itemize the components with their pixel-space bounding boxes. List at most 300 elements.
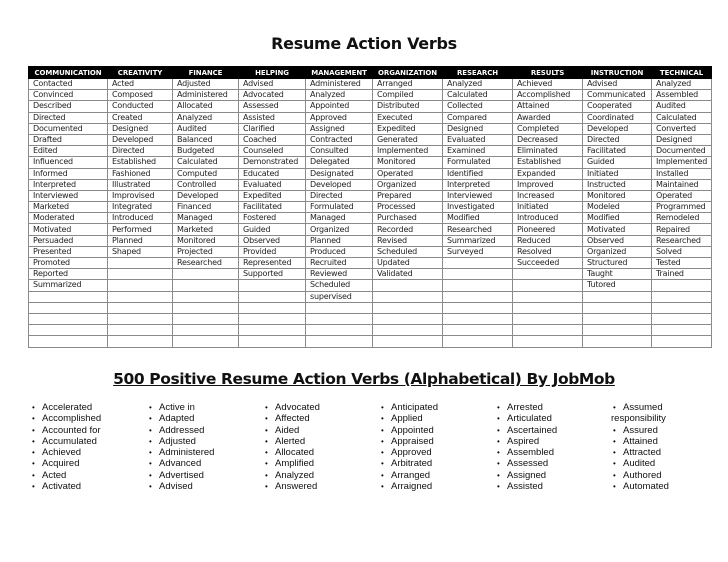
list-item bbox=[495, 425, 557, 436]
table-cell: Developed bbox=[108, 134, 173, 145]
column-header-results: RESULTS bbox=[513, 67, 583, 79]
table-cell: Eliminated bbox=[513, 146, 583, 157]
table-cell: Attained bbox=[513, 101, 583, 112]
table-cell bbox=[443, 336, 513, 347]
list-item bbox=[611, 436, 669, 447]
list-item-label: Acquired bbox=[42, 458, 80, 470]
list-item-label: Ascertained bbox=[507, 424, 558, 436]
table-cell: Expedited bbox=[239, 190, 306, 201]
section-title: 500 Positive Resume Action Verbs (Alphabetical) By JobMob bbox=[113, 370, 615, 388]
table-cell: Compared bbox=[443, 112, 513, 123]
table-cell: Surveyed bbox=[443, 246, 513, 257]
list-item bbox=[147, 458, 214, 469]
list-item-label: Anticipated bbox=[391, 402, 439, 413]
bullet-icon: • bbox=[149, 482, 152, 492]
table-row bbox=[29, 224, 712, 235]
table-cell: Informed bbox=[29, 168, 108, 179]
table-cell: Tested bbox=[652, 258, 712, 269]
list-item-label: Adjusted bbox=[159, 435, 196, 447]
table-cell bbox=[108, 258, 173, 269]
table-cell bbox=[583, 325, 652, 336]
table-cell: Researched bbox=[173, 258, 239, 269]
bullet-icon: • bbox=[381, 448, 384, 458]
bullet-icon: • bbox=[32, 414, 35, 424]
table-cell: Validated bbox=[373, 269, 443, 280]
table-cell: Contacted bbox=[29, 79, 108, 90]
bullet-icon: • bbox=[149, 436, 152, 446]
table-cell bbox=[29, 336, 108, 347]
list-item-label: Appraised bbox=[391, 435, 434, 447]
table-cell: Prepared bbox=[373, 190, 443, 201]
verb-list-column-3 bbox=[263, 402, 320, 492]
table-cell: Scheduled bbox=[373, 246, 443, 257]
table-cell: Established bbox=[108, 157, 173, 168]
table-cell bbox=[443, 313, 513, 324]
table-cell: Created bbox=[108, 112, 173, 123]
table-cell bbox=[513, 291, 583, 302]
list-item-label: Adapted bbox=[159, 413, 195, 425]
table-cell: Conducted bbox=[108, 101, 173, 112]
list-item-label: Automated bbox=[623, 481, 669, 493]
table-row bbox=[29, 101, 712, 112]
table-cell: Advocated bbox=[239, 90, 306, 101]
list-item bbox=[495, 436, 557, 447]
table-row bbox=[29, 190, 712, 201]
table-cell: Pioneered bbox=[513, 224, 583, 235]
table-cell: Communicated bbox=[583, 90, 652, 101]
table-row bbox=[29, 235, 712, 246]
bullet-icon: • bbox=[497, 459, 500, 469]
table-cell: Calculated bbox=[443, 90, 513, 101]
table-cell: Trained bbox=[652, 269, 712, 280]
bullet-icon: • bbox=[32, 482, 35, 492]
table-cell: Produced bbox=[306, 246, 373, 257]
table-cell: Operated bbox=[373, 168, 443, 179]
table-cell bbox=[108, 302, 173, 313]
list-item-label: Alerted bbox=[275, 435, 306, 447]
list-item bbox=[379, 458, 438, 469]
table-cell: Counseled bbox=[239, 146, 306, 157]
table-cell bbox=[652, 302, 712, 313]
table-cell: Taught bbox=[583, 269, 652, 280]
bullet-icon: • bbox=[497, 414, 500, 424]
list-item-label: Active in bbox=[159, 402, 195, 413]
table-cell: Remodeled bbox=[652, 213, 712, 224]
list-item-label: Advertised bbox=[159, 469, 204, 481]
table-cell bbox=[513, 302, 583, 313]
list-item bbox=[263, 425, 320, 436]
list-item-label: Advocated bbox=[275, 402, 320, 413]
column-header-research: RESEARCH bbox=[443, 67, 513, 79]
table-cell: Balanced bbox=[173, 134, 239, 145]
table-cell bbox=[306, 313, 373, 324]
list-item bbox=[147, 436, 214, 447]
table-cell: Motivated bbox=[583, 224, 652, 235]
list-item-label: Attained bbox=[623, 435, 658, 447]
table-cell: Coached bbox=[239, 134, 306, 145]
table-cell: Expedited bbox=[373, 123, 443, 134]
table-cell: Decreased bbox=[513, 134, 583, 145]
column-header-instruction: INSTRUCTION bbox=[583, 67, 652, 79]
table-cell: Reviewed bbox=[306, 269, 373, 280]
table-cell: Introduced bbox=[513, 213, 583, 224]
table-cell bbox=[306, 302, 373, 313]
list-item bbox=[611, 447, 669, 458]
table-cell: Accomplished bbox=[513, 90, 583, 101]
list-item-label: Accumulated bbox=[42, 435, 97, 447]
bullet-icon: • bbox=[265, 425, 268, 435]
list-item bbox=[263, 447, 320, 458]
table-row bbox=[29, 325, 712, 336]
table-cell bbox=[513, 325, 583, 336]
table-cell: Tutored bbox=[583, 280, 652, 291]
table-cell bbox=[443, 269, 513, 280]
table-cell: Modified bbox=[583, 213, 652, 224]
table-cell bbox=[373, 302, 443, 313]
table-cell: Organized bbox=[373, 179, 443, 190]
table-cell: Managed bbox=[306, 213, 373, 224]
table-cell: Acted bbox=[108, 79, 173, 90]
table-cell: Financed bbox=[173, 202, 239, 213]
list-item-label: Audited bbox=[623, 458, 656, 470]
table-cell: Edited bbox=[29, 146, 108, 157]
bullet-icon: • bbox=[381, 414, 384, 424]
list-item bbox=[147, 402, 214, 413]
bullet-icon: • bbox=[613, 403, 616, 412]
table-cell: Researched bbox=[443, 224, 513, 235]
table-cell: Illustrated bbox=[108, 179, 173, 190]
bullet-icon: • bbox=[149, 459, 152, 469]
bullet-icon: • bbox=[381, 425, 384, 435]
table-cell: Examined bbox=[443, 146, 513, 157]
list-item bbox=[30, 481, 101, 492]
table-cell: Researched bbox=[652, 235, 712, 246]
table-row bbox=[29, 269, 712, 280]
column-header-organization: ORGANIZATION bbox=[373, 67, 443, 79]
list-item-label: Achieved bbox=[42, 447, 82, 459]
list-item bbox=[30, 425, 101, 436]
bullet-icon: • bbox=[149, 448, 152, 458]
bullet-icon: • bbox=[32, 425, 35, 435]
table-cell bbox=[108, 291, 173, 302]
table-cell: Monitored bbox=[373, 157, 443, 168]
list-item bbox=[611, 458, 669, 469]
list-item-label: Assessed bbox=[507, 458, 549, 470]
bullet-icon: • bbox=[613, 448, 616, 458]
table-cell: Resolved bbox=[513, 246, 583, 257]
table-cell: Reported bbox=[29, 269, 108, 280]
list-item bbox=[379, 470, 438, 481]
table-cell: Facilitated bbox=[583, 146, 652, 157]
bullet-icon: • bbox=[381, 482, 384, 492]
table-cell bbox=[443, 258, 513, 269]
list-item bbox=[147, 425, 214, 436]
table-cell: Advised bbox=[583, 79, 652, 90]
list-item-label: Aspired bbox=[507, 435, 540, 447]
table-cell: Repaired bbox=[652, 224, 712, 235]
table-cell: Assisted bbox=[239, 112, 306, 123]
table-cell: Directed bbox=[583, 134, 652, 145]
list-item-label: Aided bbox=[275, 424, 300, 436]
table-cell: Interviewed bbox=[29, 190, 108, 201]
list-item-label: Assisted bbox=[507, 481, 543, 493]
table-cell: Scheduled bbox=[306, 280, 373, 291]
bullet-icon: • bbox=[497, 448, 500, 458]
table-row bbox=[29, 246, 712, 257]
table-cell bbox=[239, 325, 306, 336]
table-cell: Documented bbox=[29, 123, 108, 134]
bullet-icon: • bbox=[149, 414, 152, 424]
list-item bbox=[30, 413, 101, 424]
table-cell: Monitored bbox=[583, 190, 652, 201]
list-item bbox=[263, 470, 320, 481]
table-cell: Delegated bbox=[306, 157, 373, 168]
table-row bbox=[29, 79, 712, 90]
table-cell bbox=[583, 313, 652, 324]
table-cell: Provided bbox=[239, 246, 306, 257]
table-cell bbox=[652, 313, 712, 324]
bullet-icon: • bbox=[149, 470, 152, 480]
table-cell: Observed bbox=[583, 235, 652, 246]
list-item-label: Accomplished bbox=[42, 413, 102, 425]
table-row bbox=[29, 213, 712, 224]
bullet-icon: • bbox=[32, 459, 35, 469]
table-cell: Monitored bbox=[173, 235, 239, 246]
table-cell bbox=[583, 336, 652, 347]
table-cell: Maintained bbox=[652, 179, 712, 190]
bullet-icon: • bbox=[32, 448, 35, 458]
table-cell: Fostered bbox=[239, 213, 306, 224]
bullet-icon: • bbox=[32, 470, 35, 480]
bullet-icon: • bbox=[613, 482, 616, 492]
table-cell: Managed bbox=[173, 213, 239, 224]
list-item bbox=[147, 481, 214, 492]
table-cell bbox=[108, 336, 173, 347]
table-cell bbox=[652, 325, 712, 336]
table-cell: Educated bbox=[239, 168, 306, 179]
list-item-label: Attracted bbox=[623, 447, 662, 459]
list-item bbox=[611, 481, 669, 492]
table-cell: Moderated bbox=[29, 213, 108, 224]
table-cell bbox=[173, 302, 239, 313]
list-item bbox=[147, 470, 214, 481]
table-cell bbox=[239, 336, 306, 347]
table-cell: Solved bbox=[652, 246, 712, 257]
table-row bbox=[29, 291, 712, 302]
list-item-label: Articulated bbox=[507, 413, 552, 425]
table-cell: Documented bbox=[652, 146, 712, 157]
table-cell: Modified bbox=[443, 213, 513, 224]
list-item-label: Applied bbox=[391, 413, 423, 425]
table-cell: Performed bbox=[108, 224, 173, 235]
table-cell: Facilitated bbox=[239, 202, 306, 213]
table-row bbox=[29, 336, 712, 347]
list-item bbox=[263, 458, 320, 469]
table-row bbox=[29, 112, 712, 123]
table-row bbox=[29, 123, 712, 134]
table-cell: Directed bbox=[108, 146, 173, 157]
table-cell: Assessed bbox=[239, 101, 306, 112]
bullet-icon: • bbox=[381, 403, 384, 412]
table-cell: Organized bbox=[306, 224, 373, 235]
table-cell: Developed bbox=[583, 123, 652, 134]
list-item-label: Approved bbox=[391, 447, 432, 459]
bullet-icon: • bbox=[149, 425, 152, 435]
table-cell bbox=[29, 325, 108, 336]
table-cell: Motivated bbox=[29, 224, 108, 235]
table-cell: Marketed bbox=[29, 202, 108, 213]
list-item-label: Assembled bbox=[507, 447, 554, 459]
list-item bbox=[147, 447, 214, 458]
table-cell bbox=[239, 280, 306, 291]
table-header-row bbox=[29, 67, 712, 79]
table-cell: Completed bbox=[513, 123, 583, 134]
table-cell bbox=[108, 280, 173, 291]
table-cell bbox=[513, 280, 583, 291]
table-cell: Compiled bbox=[373, 90, 443, 101]
list-item bbox=[379, 481, 438, 492]
list-item bbox=[611, 425, 669, 436]
table-cell: Presented bbox=[29, 246, 108, 257]
table-cell: Marketed bbox=[173, 224, 239, 235]
table-cell: Improvised bbox=[108, 190, 173, 201]
list-item-label: Advanced bbox=[159, 458, 202, 470]
list-item-label: Acted bbox=[42, 469, 67, 481]
table-cell: Improved bbox=[513, 179, 583, 190]
table-cell bbox=[373, 336, 443, 347]
table-cell: Interviewed bbox=[443, 190, 513, 201]
table-cell bbox=[443, 302, 513, 313]
list-item-label: Amplified bbox=[275, 458, 315, 470]
table-cell bbox=[108, 313, 173, 324]
table-cell: Processed bbox=[373, 202, 443, 213]
list-item bbox=[379, 425, 438, 436]
table-cell: Updated bbox=[373, 258, 443, 269]
table-cell: Identified bbox=[443, 168, 513, 179]
table-cell: Organized bbox=[583, 246, 652, 257]
column-header-helping: HELPING bbox=[239, 67, 306, 79]
table-cell bbox=[443, 325, 513, 336]
table-cell bbox=[373, 313, 443, 324]
table-cell: Interpreted bbox=[29, 179, 108, 190]
table-cell: Described bbox=[29, 101, 108, 112]
table-cell: Advised bbox=[239, 79, 306, 90]
list-item-label: Arranged bbox=[391, 469, 431, 481]
bullet-icon: • bbox=[497, 403, 500, 412]
table-cell: Introduced bbox=[108, 213, 173, 224]
list-item-label: Activated bbox=[42, 481, 82, 493]
verb-list-column-5 bbox=[495, 402, 557, 492]
table-cell: Clarified bbox=[239, 123, 306, 134]
table-cell: Supported bbox=[239, 269, 306, 280]
verb-list-column-4 bbox=[379, 402, 438, 492]
table-cell: Audited bbox=[173, 123, 239, 134]
column-header-communication: COMMUNICATION bbox=[29, 67, 108, 79]
table-cell: Shaped bbox=[108, 246, 173, 257]
table-cell: Promoted bbox=[29, 258, 108, 269]
table-row bbox=[29, 313, 712, 324]
list-item bbox=[495, 402, 557, 413]
table-cell: Installed bbox=[652, 168, 712, 179]
table-cell bbox=[373, 280, 443, 291]
table-cell: Evaluated bbox=[443, 134, 513, 145]
table-cell: Consulted bbox=[306, 146, 373, 157]
table-cell: Assigned bbox=[306, 123, 373, 134]
list-item-label: Authored bbox=[623, 469, 662, 481]
column-header-technical: TECHNICAL bbox=[652, 67, 712, 79]
table-cell: Controlled bbox=[173, 179, 239, 190]
column-header-creativity: CREATIVITY bbox=[108, 67, 173, 79]
table-cell: Planned bbox=[108, 235, 173, 246]
table-cell bbox=[306, 325, 373, 336]
list-item bbox=[263, 481, 320, 492]
list-item bbox=[379, 402, 438, 413]
table-row bbox=[29, 302, 712, 313]
table-cell bbox=[173, 325, 239, 336]
list-item-label: Arbitrated bbox=[391, 458, 433, 470]
bullet-icon: • bbox=[32, 403, 35, 412]
bullet-icon: • bbox=[265, 436, 268, 446]
table-cell: Generated bbox=[373, 134, 443, 145]
table-row bbox=[29, 280, 712, 291]
table-cell: Summarized bbox=[443, 235, 513, 246]
list-item-label: Assigned bbox=[507, 469, 547, 481]
table-cell bbox=[173, 313, 239, 324]
table-cell bbox=[513, 269, 583, 280]
table-cell: Instructed bbox=[583, 179, 652, 190]
table-cell: Established bbox=[513, 157, 583, 168]
table-row bbox=[29, 202, 712, 213]
list-item-label: Arraigned bbox=[391, 481, 433, 493]
table-cell: Distributed bbox=[373, 101, 443, 112]
list-item bbox=[263, 436, 320, 447]
table-row bbox=[29, 146, 712, 157]
table-cell bbox=[373, 325, 443, 336]
bullet-icon: • bbox=[613, 425, 616, 435]
table-cell: Demonstrated bbox=[239, 157, 306, 168]
table-cell: Analyzed bbox=[306, 90, 373, 101]
table-cell: Revised bbox=[373, 235, 443, 246]
bullet-icon: • bbox=[381, 436, 384, 446]
table-cell bbox=[652, 336, 712, 347]
bullet-icon: • bbox=[497, 425, 500, 435]
table-cell: Arranged bbox=[373, 79, 443, 90]
list-item bbox=[30, 402, 101, 413]
table-cell: Observed bbox=[239, 235, 306, 246]
table-cell bbox=[29, 302, 108, 313]
table-cell bbox=[108, 269, 173, 280]
table-cell bbox=[173, 336, 239, 347]
table-cell: Directed bbox=[306, 190, 373, 201]
bullet-icon: • bbox=[381, 459, 384, 469]
table-cell bbox=[29, 313, 108, 324]
table-row bbox=[29, 157, 712, 168]
list-item-label: Assured bbox=[623, 424, 658, 436]
list-item-label: Arrested bbox=[507, 402, 543, 413]
list-item-label: Addressed bbox=[159, 424, 205, 436]
table-cell: Structured bbox=[583, 258, 652, 269]
bullet-icon: • bbox=[265, 414, 268, 424]
table-cell: Drafted bbox=[29, 134, 108, 145]
table-row bbox=[29, 168, 712, 179]
table-cell bbox=[29, 291, 108, 302]
column-header-management: MANAGEMENT bbox=[306, 67, 373, 79]
list-item-label: Affected bbox=[275, 413, 310, 425]
bullet-icon: • bbox=[497, 470, 500, 480]
list-item bbox=[495, 447, 557, 458]
list-item bbox=[379, 413, 438, 424]
table-cell: Approved bbox=[306, 112, 373, 123]
